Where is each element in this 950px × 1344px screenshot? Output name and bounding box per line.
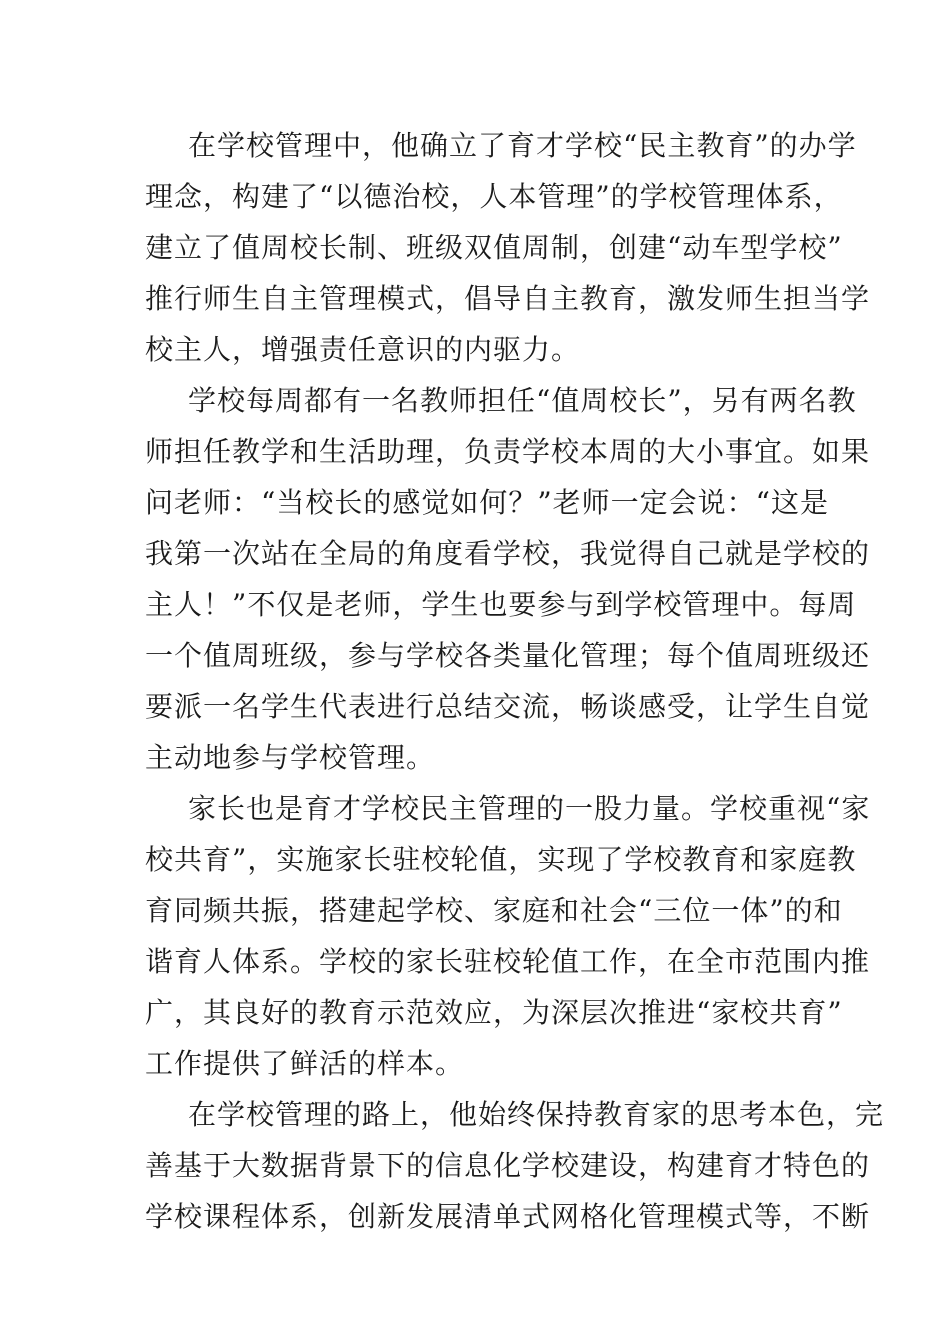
paragraph-3-line-2: 校共育”，实施家长驻校轮值，实现了学校教育和家庭教 (145, 843, 857, 876)
paragraph-4-line-1: 在学校管理的路上，他始终保持教育家的思考本色，完 (188, 1098, 885, 1131)
paragraph-2-line-1: 学校每周都有一名教师担任“值周校长”，另有两名教 (188, 384, 857, 417)
paragraph-2-line-2: 师担任教学和生活助理，负责学校本周的大小事宜。如果 (145, 435, 871, 468)
paragraph-2-line-8: 主动地参与学校管理。 (145, 741, 436, 774)
paragraph-4-line-2: 善基于大数据背景下的信息化学校建设，构建育才特色的 (145, 1149, 871, 1182)
paragraph-2-line-5: 主人！”不仅是老师，学生也要参与到学校管理中。每周 (145, 588, 857, 621)
paragraph-3-line-5: 广，其良好的教育示范效应，为深层次推进“家校共育” (145, 996, 843, 1029)
paragraph-4-line-3: 学校课程体系，创新发展清单式网格化管理模式等，不断 (145, 1200, 871, 1233)
paragraph-2-line-6: 一个值周班级，参与学校各类量化管理；每个值周班级还 (145, 639, 871, 672)
paragraph-3-line-4: 谐育人体系。学校的家长驻校轮值工作，在全市范围内推 (145, 945, 871, 978)
paragraph-1-line-2: 理念，构建了“以德治校，人本管理”的学校管理体系， (145, 180, 843, 213)
paragraph-2-line-7: 要派一名学生代表进行总结交流，畅谈感受，让学生自觉 (145, 690, 871, 723)
paragraph-3-line-1: 家长也是育才学校民主管理的一股力量。学校重视“家 (188, 792, 871, 825)
paragraph-1-line-5: 校主人，增强责任意识的内驱力。 (145, 333, 581, 366)
paragraph-1-line-1: 在学校管理中，他确立了育才学校“民主教育”的办学 (188, 129, 857, 162)
paragraph-2-line-3: 问老师：“当校长的感觉如何？”老师一定会说：“这是 (145, 486, 829, 519)
paragraph-3-line-3: 育同频共振，搭建起学校、家庭和社会“三位一体”的和 (145, 894, 843, 927)
paragraph-3-line-6: 工作提供了鲜活的样本。 (145, 1047, 465, 1080)
paragraph-2-line-4: 我第一次站在全局的角度看学校，我觉得自己就是学校的 (145, 537, 871, 570)
paragraph-1-line-3: 建立了值周校长制、班级双值周制，创建“动车型学校” (145, 231, 843, 264)
paragraph-1-line-4: 推行师生自主管理模式，倡导自主教育，激发师生担当学 (145, 282, 871, 315)
